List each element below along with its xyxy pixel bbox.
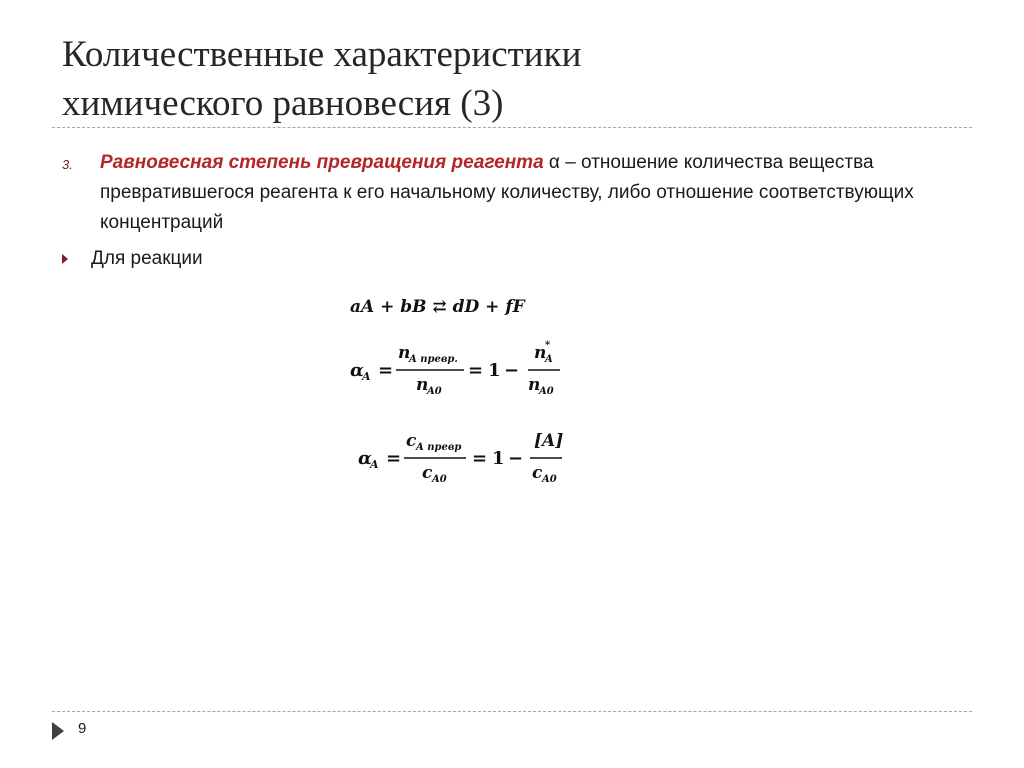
n-numerator: n bbox=[398, 343, 411, 363]
item-number: 3. bbox=[62, 157, 73, 172]
n-star-superscript: * bbox=[545, 340, 551, 351]
equals-sign-2: = bbox=[468, 360, 484, 381]
alpha-subscript-1: A bbox=[362, 370, 371, 383]
title-line-2: химического равновесия (3) bbox=[62, 83, 504, 124]
title-line-1: Количественные характеристики bbox=[62, 34, 582, 75]
minus-sign-1: − bbox=[504, 360, 520, 381]
c-denominator-subscript: A0 bbox=[432, 474, 447, 485]
bullet-text: Для реакции bbox=[91, 248, 203, 269]
reaction-equation: aA + bB ⇄ dD + fF bbox=[350, 297, 525, 317]
n-denominator-2: n bbox=[528, 375, 541, 395]
bracket-a: [A] bbox=[534, 431, 564, 451]
equals-sign-4: = bbox=[472, 448, 488, 469]
c-numerator: c bbox=[406, 431, 417, 451]
c-numerator-subscript: A превр bbox=[416, 442, 462, 453]
n-star: n bbox=[534, 343, 547, 363]
one-2: 1 bbox=[492, 448, 505, 469]
n-numerator-subscript: A превр. bbox=[409, 354, 458, 365]
n-denominator-subscript: A0 bbox=[427, 386, 442, 397]
alpha-subscript-2: A bbox=[370, 458, 379, 471]
item-term: Равновесная степень превращения реагента bbox=[100, 152, 544, 173]
n-denominator-2-subscript: A0 bbox=[539, 386, 554, 397]
page-triangle-icon bbox=[52, 722, 64, 740]
n-star-subscript: A bbox=[545, 354, 553, 365]
c-denominator: c bbox=[422, 463, 433, 483]
item-text bbox=[100, 148, 940, 238]
title-divider bbox=[52, 127, 972, 128]
equals-sign-1: = bbox=[378, 360, 394, 381]
formula-block bbox=[346, 290, 606, 490]
footer-divider bbox=[52, 711, 972, 712]
alpha-symbol-2: α bbox=[358, 448, 372, 469]
formula-concentration bbox=[358, 431, 563, 485]
c-denominator-2: c bbox=[532, 463, 543, 483]
c-denominator-2-subscript: A0 bbox=[542, 474, 557, 485]
formula-svg bbox=[346, 290, 606, 490]
page-number: 9 bbox=[78, 720, 87, 737]
bullet-triangle-icon bbox=[62, 254, 68, 264]
equals-sign-3: = bbox=[386, 448, 402, 469]
alpha-symbol-1: α bbox=[350, 360, 364, 381]
n-denominator: n bbox=[416, 375, 429, 395]
formula-amount bbox=[350, 340, 560, 397]
one-1: 1 bbox=[488, 360, 501, 381]
item-definition: α – отношение количества вещества превратившегося реагента к его начальному количеству, либо отношение соответствующих концентраций bbox=[100, 152, 914, 233]
minus-sign-2: − bbox=[508, 448, 524, 469]
slide-title bbox=[62, 30, 962, 128]
